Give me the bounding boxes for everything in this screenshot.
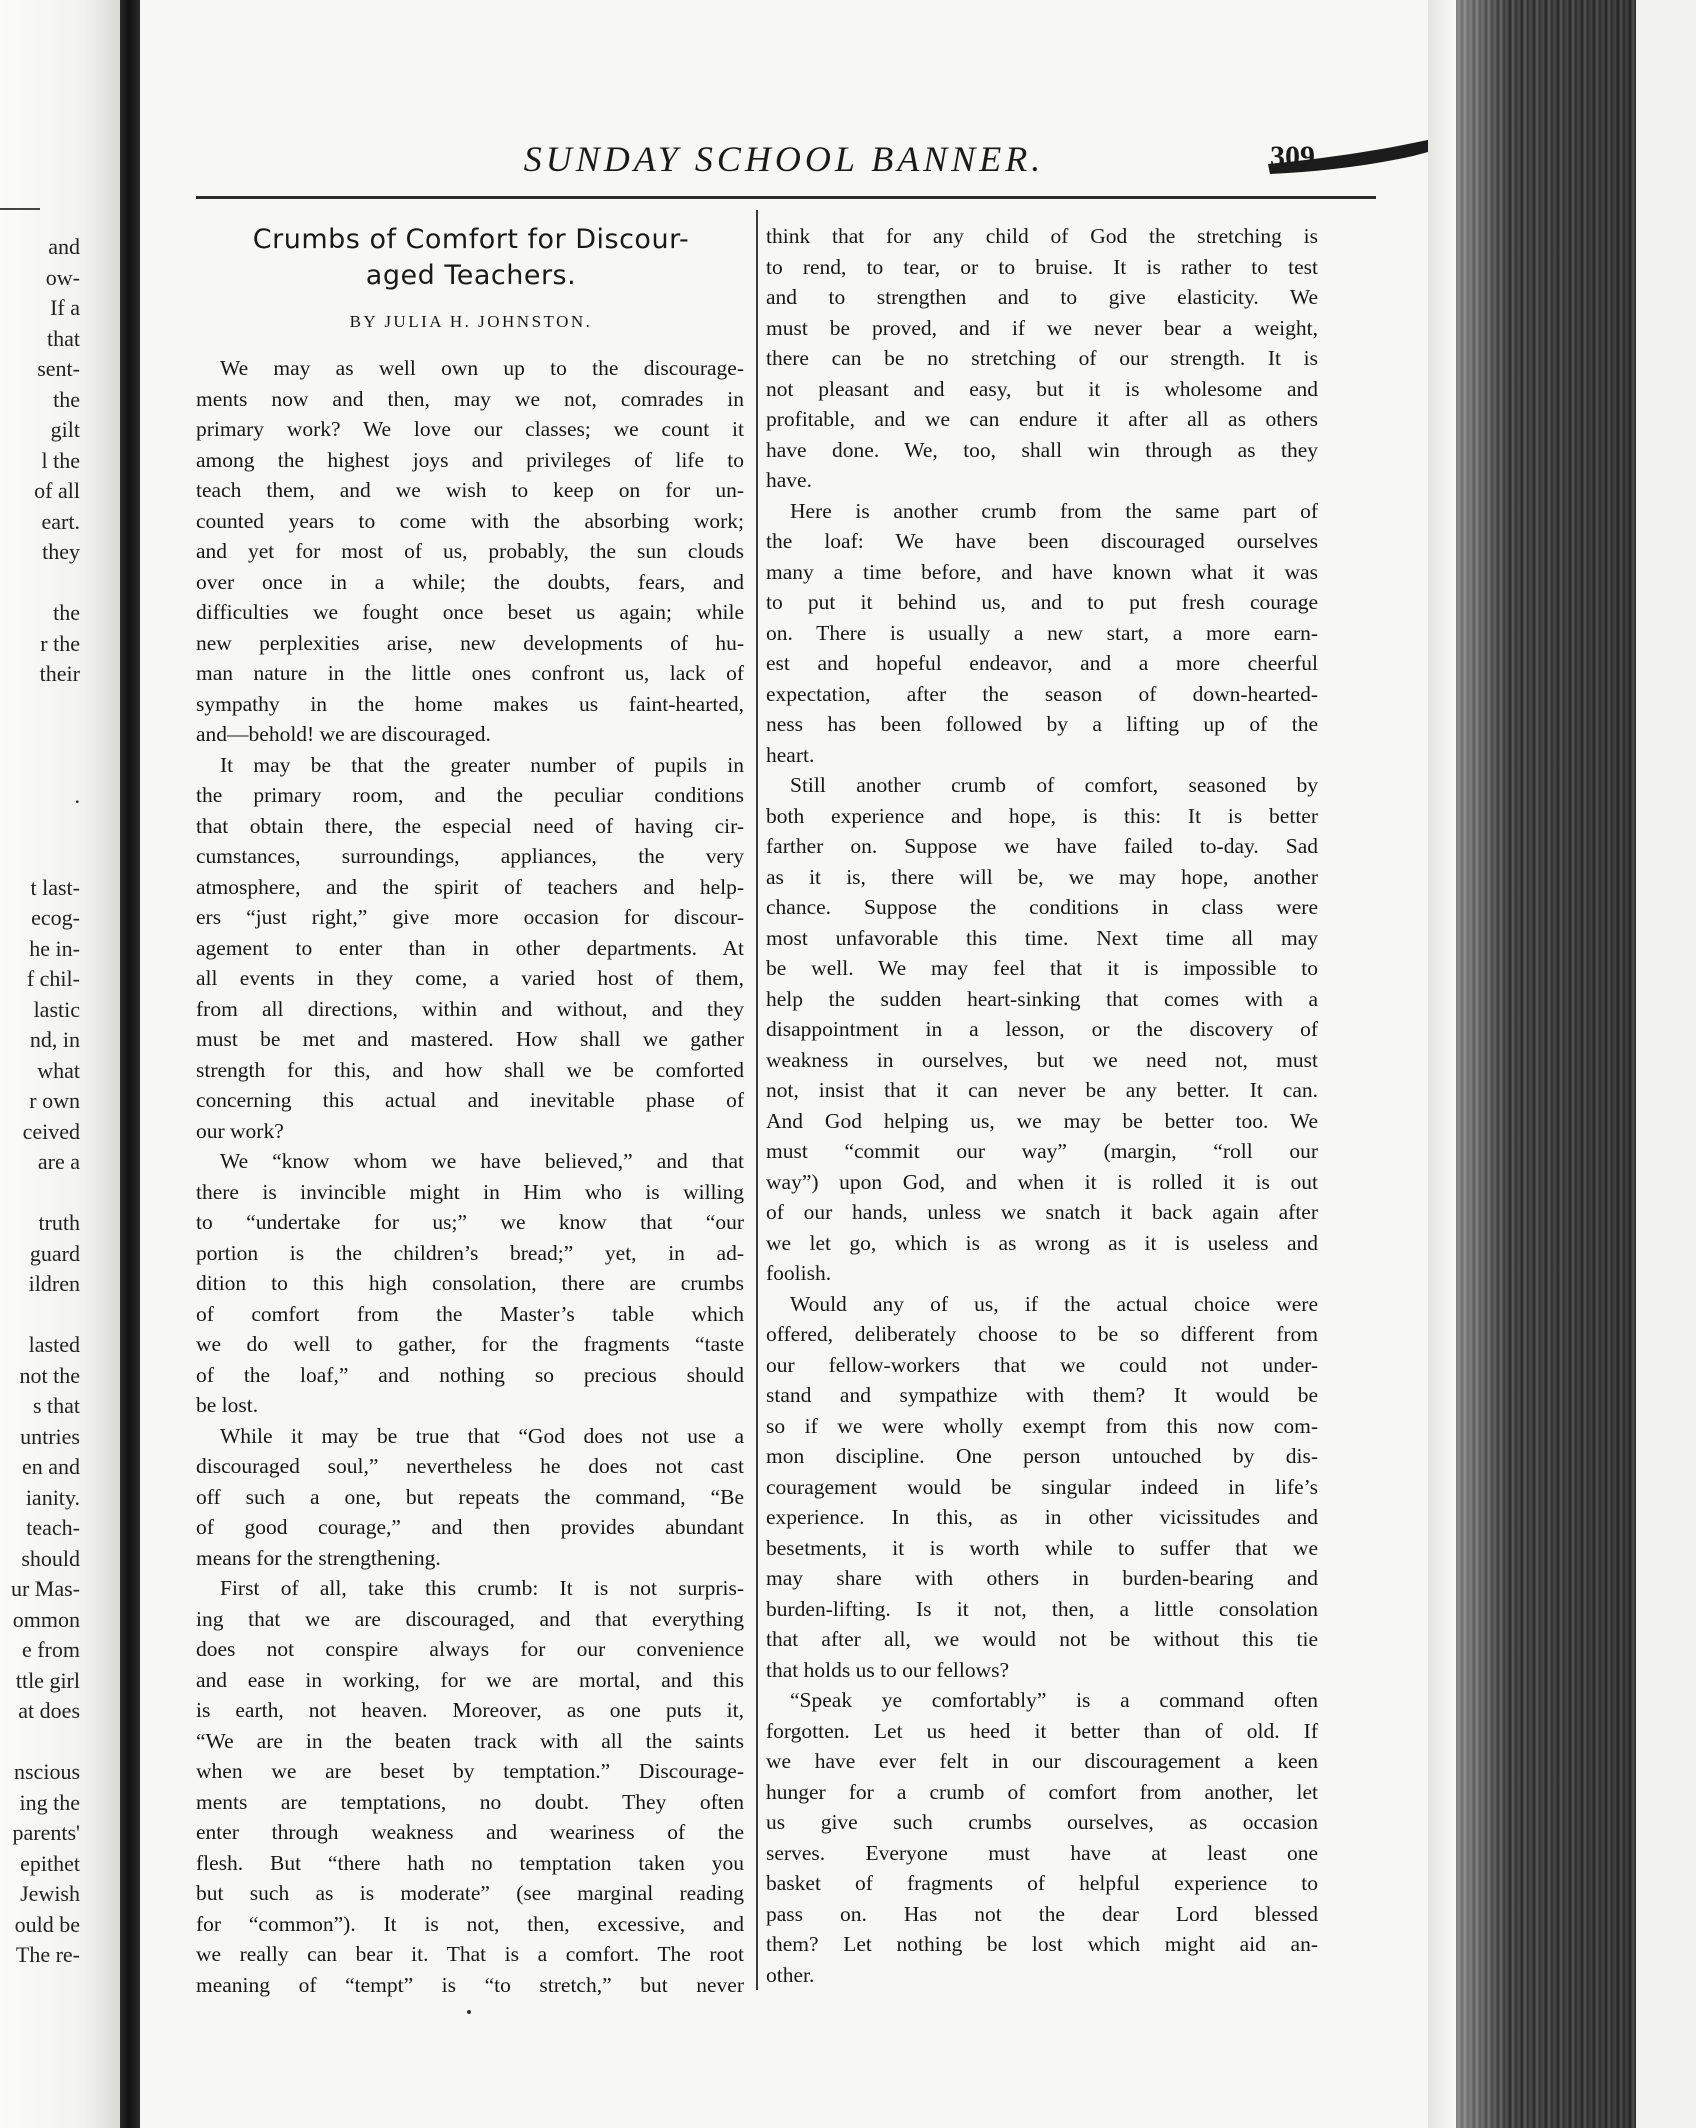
left-column-line: for “common”). It is not, then, excessive, and xyxy=(196,1911,744,1936)
previous-page-line: ould be xyxy=(14,1911,80,1937)
running-header-title: SUNDAY SCHOOL BANNER. xyxy=(523,139,1045,179)
article-title-line-1: Crumbs of Comfort for Discour- xyxy=(252,224,690,255)
right-column-line: have. xyxy=(766,468,812,492)
previous-page-line: ildren xyxy=(28,1271,80,1296)
right-column-line: most unfavorable this time. Next time all may xyxy=(766,925,1318,950)
previous-page-line: ianity. xyxy=(25,1484,80,1510)
left-column-line: concerning this actual and inevitable phase of xyxy=(196,1088,744,1112)
left-column-line: cumstances, surroundings, appliances, the very xyxy=(196,844,744,868)
right-column-line: to rend, to tear, or to bruise. It is rather to test xyxy=(766,254,1318,279)
article-title-line-2: aged Teachers. xyxy=(365,260,577,291)
print-speck xyxy=(467,2010,471,2014)
left-column-line: of the loaf,” and nothing so precious should xyxy=(196,1362,744,1387)
right-column-line: and to strengthen and to give elasticity. We xyxy=(766,285,1318,309)
left-column-line: from all directions, within and without, and they xyxy=(196,996,744,1021)
left-column-line: there is invincible might in Him who is willing xyxy=(196,1179,744,1204)
previous-page-line: e from xyxy=(21,1637,80,1662)
previous-page-line: ommon xyxy=(12,1606,80,1632)
right-column-line: way”) upon God, and when it is rolled it is out xyxy=(766,1169,1318,1194)
previous-page-line: parents' xyxy=(12,1820,80,1845)
left-column-line: that obtain there, the especial need of having cir- xyxy=(196,813,744,838)
right-column-line: help the sudden heart-sinking that comes with a xyxy=(766,986,1318,1011)
right-column-line: must “commit our way” (margin, “roll our xyxy=(766,1139,1318,1163)
article-title xyxy=(196,222,746,294)
left-column-line: meaning of “tempt” is “to stretch,” but never xyxy=(196,1972,744,1997)
left-column-line: counted years to come with the absorbing work; xyxy=(196,508,744,533)
left-column-line: sympathy in the home makes us faint-hearted, xyxy=(196,691,744,716)
right-column-line: us give such crumbs ourselves, as occasion xyxy=(766,1810,1318,1834)
page-number: 309 xyxy=(1270,140,1315,173)
left-column-line: over once in a while; the doubts, fears, and xyxy=(196,569,744,594)
left-column-line: to “undertake for us;” we know that “our xyxy=(196,1210,744,1234)
previous-page-line xyxy=(11,751,80,782)
page-edge xyxy=(1428,0,1456,2128)
right-column-line: our fellow-workers that we could not under- xyxy=(766,1352,1318,1377)
left-column-line: and yet for most of us, probably, the sun clouds xyxy=(196,539,744,563)
previous-page-line: truth xyxy=(38,1210,80,1235)
left-column-line: We “know whom we have believed,” and that xyxy=(220,1149,744,1173)
right-column-line: have done. We, too, shall win through as they xyxy=(766,437,1318,462)
previous-page-line: they xyxy=(42,539,80,564)
previous-page-line: not the xyxy=(19,1362,80,1388)
previous-page-line: ur Mas- xyxy=(10,1576,80,1601)
left-column-line: strength for this, and how shall we be comforted xyxy=(196,1057,744,1082)
previous-page-line: eart. xyxy=(41,508,80,534)
right-column-line: Here is another crumb from the same part of xyxy=(790,498,1318,523)
book-gutter xyxy=(120,0,140,2128)
previous-page-line: en and xyxy=(21,1454,80,1479)
left-column-line: teach them, and we wish to keep on for un- xyxy=(196,478,744,502)
previous-page-line: gilt xyxy=(50,417,80,442)
previous-page-line: epithet xyxy=(20,1850,80,1876)
previous-page-line: should xyxy=(21,1545,80,1571)
previous-page-line: ing the xyxy=(19,1789,80,1815)
previous-page-line: their xyxy=(39,661,80,686)
right-column-line: profitable, and we can endure it after all as others xyxy=(766,407,1318,431)
right-column-line: offered, deliberately choose to be so different from xyxy=(766,1322,1318,1346)
previous-page-line: r the xyxy=(40,630,80,656)
left-column-line: when we are beset by temptation.” Discourage- xyxy=(196,1759,744,1783)
left-column-line: of good courage,” and then provides abundant xyxy=(196,1515,744,1539)
left-column-line: and—behold! we are discouraged. xyxy=(196,722,491,746)
right-column-line: farther on. Suppose we have failed to-day. Sad xyxy=(766,834,1318,858)
left-column-line: must be met and mastered. How shall we gather xyxy=(196,1027,744,1051)
right-column-line: think that for any child of God the stretching is xyxy=(766,224,1318,248)
right-column-line: to put it behind us, and to put fresh courage xyxy=(766,590,1318,614)
previous-page-line xyxy=(11,568,80,599)
previous-page-line xyxy=(11,1727,80,1758)
previous-page-line xyxy=(11,1178,80,1209)
right-column-line: forgotten. Let us heed it better than of old. If xyxy=(766,1718,1318,1743)
left-column-line: new perplexities arise, new developments of hu- xyxy=(196,630,744,655)
previous-page-line: lasted xyxy=(28,1332,80,1357)
previous-page-fragment xyxy=(0,0,120,2128)
right-column-line: mon discipline. One person untouched by dis- xyxy=(766,1444,1318,1468)
left-column-line: but such as is moderate” (see marginal reading xyxy=(196,1881,744,1905)
left-column-line: portion is the children’s bread;” yet, in ad- xyxy=(196,1240,744,1265)
right-column-line: weakness in ourselves, but we need not, must xyxy=(766,1047,1318,1072)
previous-page-line: The re- xyxy=(15,1942,80,1967)
left-column-line: man nature in the little ones confront us, lack of xyxy=(196,661,744,685)
previous-page-line: untries xyxy=(20,1423,80,1449)
previous-page-line: ceived xyxy=(22,1118,80,1144)
right-column-line: “Speak ye comfortably” is a command often xyxy=(790,1688,1318,1712)
magazine-page xyxy=(140,0,1428,2128)
previous-page-line xyxy=(11,690,80,721)
left-column-line: off such a one, but repeats the command, “Be xyxy=(196,1484,744,1509)
right-column-line: experience. In this, as in other vicissitudes and xyxy=(766,1505,1318,1529)
article-byline: BY JULIA H. JOHNSTON. xyxy=(349,312,593,331)
right-column-line: other. xyxy=(766,1962,815,1987)
previous-page-line: of all xyxy=(34,478,80,503)
previous-page-line: and xyxy=(48,234,80,259)
previous-page-line xyxy=(11,842,80,873)
left-column-line: “We are in the beaten track with all the saints xyxy=(196,1728,744,1753)
left-column-line: difficulties we fought once beset us again; while xyxy=(196,600,744,624)
right-column-line: est and hopeful endeavor, and a more cheerful xyxy=(766,651,1318,675)
right-column-line: couragement would be singular indeed in life’s xyxy=(766,1474,1318,1499)
right-column-line: Would any of us, if the actual choice were xyxy=(790,1291,1318,1316)
right-column-line: we let go, which is as wrong as it is useless and xyxy=(766,1230,1318,1255)
left-column-line: all events in they come, a varied host of them, xyxy=(196,966,744,990)
left-column-line: primary work? We love our classes; we count it xyxy=(196,417,744,441)
left-column-line: agement to enter than in other departments. At xyxy=(196,935,744,960)
previous-page-line xyxy=(11,812,80,843)
previous-page-line: sent- xyxy=(37,356,80,381)
right-column-line: heart. xyxy=(766,742,815,767)
left-column-line: our work? xyxy=(196,1118,284,1143)
right-column-line: so if we were wholly exempt from this now com- xyxy=(766,1413,1318,1438)
previous-page-line: t last- xyxy=(30,874,80,900)
right-column-line: them? Let nothing be lost which might aid an- xyxy=(766,1932,1318,1956)
previous-page-line: ow- xyxy=(45,264,80,290)
right-column-line: foolish. xyxy=(766,1261,832,1285)
left-column-line: be lost. xyxy=(196,1393,259,1417)
left-column-line: enter through weakness and weariness of the xyxy=(196,1820,744,1844)
right-column-line: not, insist that it can never be any better. It can. xyxy=(766,1078,1318,1102)
previous-page-text xyxy=(11,232,80,1971)
right-column-line: on. There is usually a new start, a more earn- xyxy=(766,620,1318,645)
header-rule xyxy=(196,196,1376,199)
previous-page-line: he in- xyxy=(29,935,80,961)
right-column-line: ness has been followed by a lifting up of the xyxy=(766,712,1318,736)
left-column-line: we really can bear it. That is a comfort. The root xyxy=(196,1942,744,1966)
left-column-line: discouraged soul,” nevertheless he does not cast xyxy=(196,1454,744,1478)
left-column-line: ing that we are discouraged, and that everything xyxy=(196,1606,744,1631)
right-column-line: not pleasant and easy, but it is wholesome and xyxy=(766,376,1318,401)
left-column-line: and ease in working, for we are mortal, and this xyxy=(196,1667,744,1692)
previous-page-line: nscious xyxy=(14,1759,80,1784)
right-column-line: be well. We may feel that it is impossible to xyxy=(766,956,1318,980)
right-column-line: serves. Everyone must have at least one xyxy=(766,1840,1318,1865)
previous-page-line: f chil- xyxy=(26,966,80,991)
right-column-line: that holds us to our fellows? xyxy=(766,1657,1010,1682)
right-column-line: stand and sympathize with them? It would be xyxy=(766,1383,1318,1407)
previous-page-line: . xyxy=(74,783,80,808)
previous-page-line: at does xyxy=(18,1698,80,1723)
previous-page-line: the xyxy=(53,600,80,625)
previous-page-line: what xyxy=(37,1057,80,1083)
previous-page-line: that xyxy=(47,325,80,351)
right-column-line: must be proved, and if we never bear a weight, xyxy=(766,315,1318,340)
left-column-text xyxy=(196,353,744,2000)
left-column-line: It may be that the greater number of pupils in xyxy=(220,752,744,777)
right-column-line: as it is, there will be, we may hope, another xyxy=(766,864,1318,889)
left-column-line: flesh. But “there hath no temptation taken you xyxy=(196,1850,744,1875)
right-column-line: of our hands, unless we snatch it back again after xyxy=(766,1200,1318,1224)
right-column-line: both experience and hope, is this: It is better xyxy=(766,803,1318,828)
left-column-line: among the highest joys and privileges of life to xyxy=(196,447,744,472)
left-column-line: While it may be true that “God does not use a xyxy=(220,1423,744,1448)
previous-page-line: guard xyxy=(29,1240,80,1266)
previous-page-line: r own xyxy=(29,1088,80,1113)
scan-margin xyxy=(1636,0,1696,2128)
previous-page-line xyxy=(11,720,80,751)
previous-page-line: Jewish xyxy=(20,1881,80,1906)
previous-page-line: l the xyxy=(41,447,80,473)
previous-page-line: ecog- xyxy=(31,905,80,930)
right-column-line: pass on. Has not the dear Lord blessed xyxy=(766,1901,1318,1926)
right-column-line: chance. Suppose the conditions in class were xyxy=(766,895,1318,919)
left-column-line: atmosphere, and the spirit of teachers and help- xyxy=(196,874,744,899)
right-column-line: And God helping us, we may be better too. We xyxy=(766,1108,1318,1133)
left-column-line: dition to this high consolation, there are crumbs xyxy=(196,1271,744,1295)
right-column-line: Still another crumb of comfort, seasoned by xyxy=(790,773,1318,797)
left-column-line: means for the strengthening. xyxy=(196,1545,441,1570)
previous-page-line xyxy=(11,1300,80,1331)
right-column-line: besetments, it is worth while to suffer that we xyxy=(766,1535,1318,1560)
left-column-line: the primary room, and the peculiar conditions xyxy=(196,783,744,807)
left-column-line: ers “just right,” give more occasion for discour- xyxy=(196,905,744,929)
previous-page-line: teach- xyxy=(26,1515,80,1540)
right-column-line: many a time before, and have known what it was xyxy=(766,559,1318,584)
left-column-line: is earth, not heaven. Moreover, as one puts it, xyxy=(196,1698,744,1722)
right-column-line: burden-lifting. Is it not, then, a little consolation xyxy=(766,1596,1318,1621)
right-column-line: hunger for a crumb of comfort from another, let xyxy=(766,1779,1318,1804)
previous-page-line: s that xyxy=(32,1393,80,1418)
left-column-line: does not conspire always for our convenience xyxy=(196,1637,744,1661)
right-column-line: may share with others in burden-bearing and xyxy=(766,1566,1318,1590)
previous-page-rule xyxy=(0,208,40,210)
left-column-line: of comfort from the Master’s table which xyxy=(196,1301,744,1326)
left-column-line: ments now and then, may we not, comrades in xyxy=(196,386,744,411)
previous-page-line: lastic xyxy=(33,996,80,1022)
previous-page-line: are a xyxy=(37,1149,80,1174)
right-column-line: that after all, we would not be without this tie xyxy=(766,1627,1318,1651)
previous-page-line: If a xyxy=(50,295,80,320)
right-column-line: there can be no stretching of our strength. It is xyxy=(766,346,1318,370)
right-column-line: disappointment in a lesson, or the discovery of xyxy=(766,1017,1318,1041)
left-column-line: ments are temptations, no doubt. They often xyxy=(196,1789,744,1814)
previous-page-line: the xyxy=(53,386,80,412)
right-column-line: we have ever felt in our discouragement a keen xyxy=(766,1749,1318,1773)
column-divider xyxy=(756,210,758,1990)
previous-page-line: ttle girl xyxy=(15,1667,80,1693)
left-column-line: we do well to gather, for the fragments “taste xyxy=(196,1332,744,1356)
left-column-line: We may as well own up to the discourage- xyxy=(220,356,744,380)
previous-page-line: nd, in xyxy=(29,1027,80,1052)
right-column-line: expectation, after the season of down-hearted- xyxy=(766,681,1318,706)
right-column-line: basket of fragments of helpful experience to xyxy=(766,1871,1318,1895)
left-column-line: First of all, take this crumb: It is not surpris- xyxy=(220,1576,744,1600)
book-block-shading xyxy=(1456,0,1636,2128)
right-column-text xyxy=(766,221,1318,1990)
right-column-line: the loaf: We have been discouraged ourselves xyxy=(766,529,1318,553)
